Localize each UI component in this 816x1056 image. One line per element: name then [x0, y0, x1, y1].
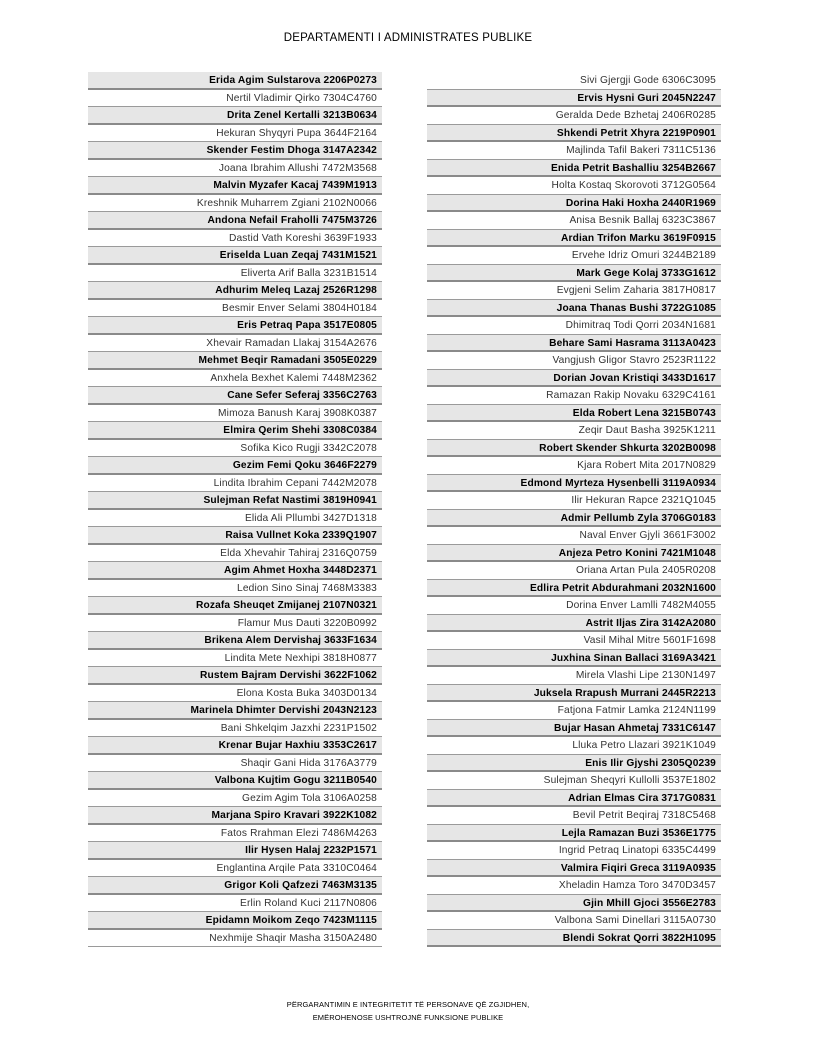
- list-item: Drita Zenel Kertalli 3213B0634: [88, 107, 382, 125]
- list-item: Elida Ali Pllumbi 3427D1318: [88, 510, 382, 528]
- list-item: Elda Xhevahir Tahiraj 2316Q0759: [88, 545, 382, 563]
- list-item: Fatjona Fatmir Lamka 2124N1199: [427, 702, 721, 720]
- list-item: Astrit Iljas Zira 3142A2080: [427, 615, 721, 633]
- list-item: Lluka Petro Llazari 3921K1049: [427, 737, 721, 755]
- list-item: Erida Agim Sulstarova 2206P0273: [88, 72, 382, 90]
- list-item: Elda Robert Lena 3215B0743: [427, 405, 721, 423]
- list-item: Brikena Alem Dervishaj 3633F1634: [88, 632, 382, 650]
- list-item: Robert Skender Shkurta 3202B0098: [427, 440, 721, 458]
- list-item: Eris Petraq Papa 3517E0805: [88, 317, 382, 335]
- list-item: Blendi Sokrat Qorri 3822H1095: [427, 930, 721, 948]
- list-item: Joana Ibrahim Allushi 7472M3568: [88, 160, 382, 178]
- list-item: Hekuran Shyqyri Pupa 3644F2164: [88, 125, 382, 143]
- list-item: Vangjush Gligor Stavro 2523R1122: [427, 352, 721, 370]
- list-item: Ervis Hysni Guri 2045N2247: [427, 90, 721, 108]
- list-item: Nertil Vladimir Qirko 7304C4760: [88, 90, 382, 108]
- list-item: Enida Petrit Bashalliu 3254B2667: [427, 160, 721, 178]
- list-item: Mehmet Beqir Ramadani 3505E0229: [88, 352, 382, 370]
- list-item: Adrian Elmas Cira 3717G0831: [427, 790, 721, 808]
- list-item: Ingrid Petraq Linatopi 6335C4499: [427, 842, 721, 860]
- list-item: Mirela Vlashi Lipe 2130N1497: [427, 667, 721, 685]
- list-item: Sulejman Refat Nastimi 3819H0941: [88, 492, 382, 510]
- left-name-list: [88, 72, 382, 947]
- list-item: Juxhina Sinan Ballaci 3169A3421: [427, 650, 721, 668]
- list-item: Ramazan Rakip Novaku 6329C4161: [427, 387, 721, 405]
- list-item: Kreshnik Muharrem Zgiani 2102N0066: [88, 195, 382, 213]
- list-item: Skender Festim Dhoga 3147A2342: [88, 142, 382, 160]
- footer-line-2: EMËROHENOSE USHTROJNË FUNKSIONE PUBLIKE: [312, 1013, 504, 1022]
- list-item: Xheladin Hamza Toro 3470D3457: [427, 877, 721, 895]
- list-item: Andona Nefail Fraholli 7475M3726: [88, 212, 382, 230]
- list-item: Ervehe Idriz Omuri 3244B2189: [427, 247, 721, 265]
- list-item: Behare Sami Hasrama 3113A0423: [427, 335, 721, 353]
- list-item: Dastid Vath Koreshi 3639F1933: [88, 230, 382, 248]
- document-title: DEPARTAMENTI I ADMINISTRATES PUBLIKE: [283, 32, 533, 44]
- list-item: Marinela Dhimter Dervishi 2043N2123: [88, 702, 382, 720]
- list-item: Sulejman Sheqyri Kullolli 3537E1802: [427, 772, 721, 790]
- list-item: Erlin Roland Kuci 2117N0806: [88, 895, 382, 913]
- list-item: Mark Gege Kolaj 3733G1612: [427, 265, 721, 283]
- list-item: Shaqir Gani Hida 3176A3779: [88, 755, 382, 773]
- list-item: Flamur Mus Dauti 3220B0992: [88, 615, 382, 633]
- footer-line-1: PËRGARANTIMIN E INTEGRITETIT TË PERSONAVE QË ZGJIDHEN,: [286, 1000, 530, 1009]
- list-item: Mimoza Banush Karaj 3908K0387: [88, 405, 382, 423]
- list-item: Dorian Jovan Kristiqi 3433D1617: [427, 370, 721, 388]
- list-item: Geralda Dede Bzhetaj 2406R0285: [427, 107, 721, 125]
- list-item: Naval Enver Gjyli 3661F3002: [427, 527, 721, 545]
- list-item: Admir Pellumb Zyla 3706G0183: [427, 510, 721, 528]
- list-item: Oriana Artan Pula 2405R0208: [427, 562, 721, 580]
- list-item: Eriselda Luan Zeqaj 7431M1521: [88, 247, 382, 265]
- list-item: Agim Ahmet Hoxha 3448D2371: [88, 562, 382, 580]
- list-item: Zeqir Daut Basha 3925K1211: [427, 422, 721, 440]
- list-item: Sivi Gjergji Gode 6306C3095: [427, 72, 721, 90]
- list-item: Lejla Ramazan Buzi 3536E1775: [427, 825, 721, 843]
- list-item: Dorina Haki Hoxha 2440R1969: [427, 195, 721, 213]
- list-item: Malvin Myzafer Kacaj 7439M1913: [88, 177, 382, 195]
- list-item: Juksela Rrapush Murrani 2445R2213: [427, 685, 721, 703]
- list-item: Raisa Vullnet Koka 2339Q1907: [88, 527, 382, 545]
- list-item: Valbona Kujtim Gogu 3211B0540: [88, 772, 382, 790]
- list-item: Joana Thanas Bushi 3722G1085: [427, 300, 721, 318]
- list-item: Gjin Mhill Gjoci 3556E2783: [427, 895, 721, 913]
- list-item: Elona Kosta Buka 3403D0134: [88, 685, 382, 703]
- list-item: Enis Ilir Gjyshi 2305Q0239: [427, 755, 721, 773]
- list-item: Majlinda Tafil Bakeri 7311C5136: [427, 142, 721, 160]
- list-item: Dhimitraq Todi Qorri 2034N1681: [427, 317, 721, 335]
- list-item: Anjeza Petro Konini 7421M1048: [427, 545, 721, 563]
- list-item: Vasil Mihal Mitre 5601F1698: [427, 632, 721, 650]
- list-item: Krenar Bujar Haxhiu 3353C2617: [88, 737, 382, 755]
- list-item: Eliverta Arif Balla 3231B1514: [88, 265, 382, 283]
- list-item: Anisa Besnik Ballaj 6323C3867: [427, 212, 721, 230]
- list-item: Xhevair Ramadan Llakaj 3154A2676: [88, 335, 382, 353]
- list-item: Nexhmije Shaqir Masha 3150A2480: [88, 930, 382, 948]
- list-item: Fatos Rrahman Elezi 7486M4263: [88, 825, 382, 843]
- list-item: Lindita Ibrahim Cepani 7442M2078: [88, 475, 382, 493]
- list-item: Bujar Hasan Ahmetaj 7331C6147: [427, 720, 721, 738]
- list-item: Gezim Agim Tola 3106A0258: [88, 790, 382, 808]
- list-item: Bani Shkelqim Jazxhi 2231P1502: [88, 720, 382, 738]
- list-item: Elmira Qerim Shehi 3308C0384: [88, 422, 382, 440]
- list-item: Epidamn Moikom Zeqo 7423M1115: [88, 912, 382, 930]
- list-item: Dorina Enver Lamlli 7482M4055: [427, 597, 721, 615]
- list-item: Cane Sefer Seferaj 3356C2763: [88, 387, 382, 405]
- list-item: Marjana Spiro Kravari 3922K1082: [88, 807, 382, 825]
- list-item: Edlira Petrit Abdurahmani 2032N1600: [427, 580, 721, 598]
- list-item: Anxhela Bexhet Kalemi 7448M2362: [88, 370, 382, 388]
- list-item: Bevil Petrit Beqiraj 7318C5468: [427, 807, 721, 825]
- list-item: Valmira Fiqiri Greca 3119A0935: [427, 860, 721, 878]
- list-item: Rozafa Sheuqet Zmijanej 2107N0321: [88, 597, 382, 615]
- list-item: Valbona Sami Dinellari 3115A0730: [427, 912, 721, 930]
- list-item: Sofika Kico Rugji 3342C2078: [88, 440, 382, 458]
- list-item: Kjara Robert Mita 2017N0829: [427, 457, 721, 475]
- list-item: Lindita Mete Nexhipi 3818H0877: [88, 650, 382, 668]
- list-item: Ardian Trifon Marku 3619F0915: [427, 230, 721, 248]
- list-item: Ledion Sino Sinaj 7468M3383: [88, 580, 382, 598]
- list-item: Gezim Femi Qoku 3646F2279: [88, 457, 382, 475]
- list-item: Englantina Arqile Pata 3310C0464: [88, 860, 382, 878]
- list-item: Evgjeni Selim Zaharia 3817H0817: [427, 282, 721, 300]
- list-item: Besmir Enver Selami 3804H0184: [88, 300, 382, 318]
- list-item: Holta Kostaq Skorovoti 3712G0564: [427, 177, 721, 195]
- list-item: Adhurim Meleq Lazaj 2526R1298: [88, 282, 382, 300]
- footer: [0, 998, 816, 1024]
- list-item: Ilir Hekuran Rapce 2321Q1045: [427, 492, 721, 510]
- list-item: Rustem Bajram Dervishi 3622F1062: [88, 667, 382, 685]
- list-item: Edmond Myrteza Hysenbelli 3119A0934: [427, 475, 721, 493]
- right-name-list: [427, 72, 721, 947]
- list-item: Shkendi Petrit Xhyra 2219P0901: [427, 125, 721, 143]
- list-item: Grigor Koli Qafzezi 7463M3135: [88, 877, 382, 895]
- list-item: Ilir Hysen Halaj 2232P1571: [88, 842, 382, 860]
